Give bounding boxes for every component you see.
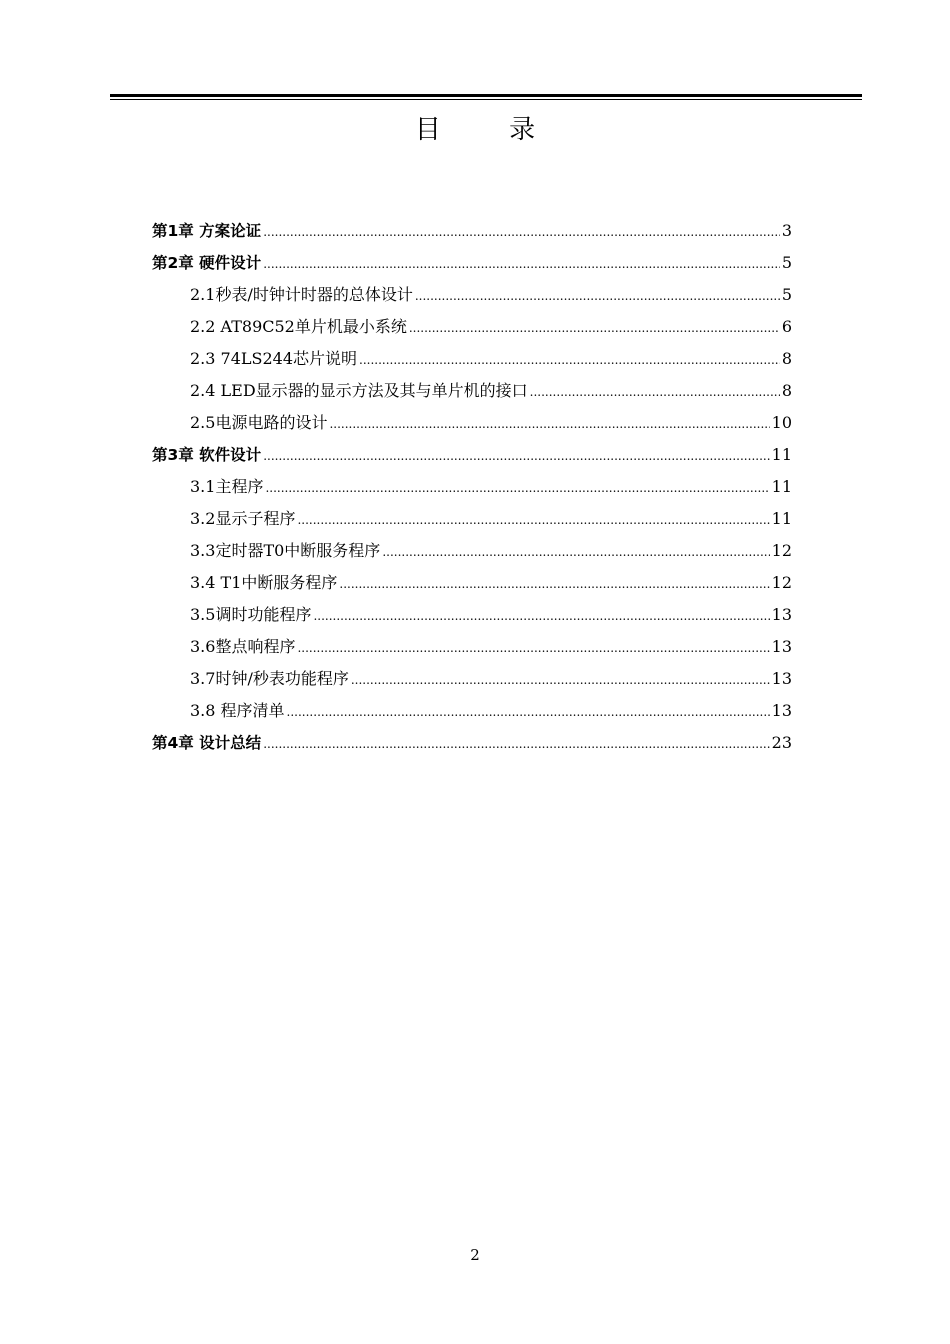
toc-section-entry[interactable] xyxy=(152,506,792,538)
toc-entry-page: 6 xyxy=(781,317,792,336)
toc-entry-label: 2.2 AT89C52单片机最小系统 xyxy=(190,317,407,336)
toc-entry-page: 23 xyxy=(771,733,792,752)
toc-entry-page: 11 xyxy=(771,509,792,528)
page-number: 2 xyxy=(470,1246,480,1264)
toc-dot-leader xyxy=(263,251,780,277)
toc-chapter-entry[interactable] xyxy=(152,218,792,250)
toc-entry-page: 8 xyxy=(781,349,792,368)
toc-section-entry[interactable] xyxy=(152,314,792,346)
toc-entry-page: 11 xyxy=(771,477,792,496)
toc-entry-label: 3.6整点响程序 xyxy=(190,637,296,656)
toc-entry-label: 2.3 74LS244芯片说明 xyxy=(190,349,358,368)
toc-section-entry[interactable] xyxy=(152,666,792,698)
toc-chapter-entry[interactable] xyxy=(152,250,792,282)
toc-dot-leader xyxy=(382,539,769,565)
toc-section-entry[interactable] xyxy=(152,634,792,666)
toc-entry-page: 3 xyxy=(781,221,792,240)
toc-entry-page: 5 xyxy=(781,285,792,304)
toc-dot-leader xyxy=(287,699,770,725)
toc-section-entry[interactable] xyxy=(152,378,792,410)
toc-entry-page: 12 xyxy=(771,573,792,592)
toc-entry-label: 3.4 T1中断服务程序 xyxy=(190,573,338,592)
toc-entry-page: 13 xyxy=(771,605,792,624)
toc-dot-leader xyxy=(263,731,769,757)
toc-entry-label: 第2章 硬件设计 xyxy=(152,254,262,272)
toc-section-entry[interactable] xyxy=(152,602,792,634)
toc-dot-leader xyxy=(263,443,769,469)
toc-section-entry[interactable] xyxy=(152,570,792,602)
toc-dot-leader xyxy=(329,411,769,437)
toc-dot-leader xyxy=(339,571,769,597)
toc-dot-leader xyxy=(359,347,780,373)
header-rule-thin xyxy=(110,99,862,100)
toc-dot-leader xyxy=(351,667,770,693)
toc-list xyxy=(152,218,792,762)
toc-dot-leader xyxy=(265,475,769,501)
toc-entry-label: 2.1秒表/时钟计时器的总体设计 xyxy=(190,285,413,304)
toc-dot-leader xyxy=(297,635,769,661)
toc-section-entry[interactable] xyxy=(152,282,792,314)
toc-entry-label: 第4章 设计总结 xyxy=(152,734,262,752)
toc-entry-page: 5 xyxy=(781,253,792,272)
toc-entry-page: 12 xyxy=(771,541,792,560)
toc-entry-label: 3.1主程序 xyxy=(190,477,264,496)
toc-section-entry[interactable] xyxy=(152,346,792,378)
toc-entry-page: 10 xyxy=(771,413,792,432)
toc-chapter-entry[interactable] xyxy=(152,442,792,474)
toc-entry-label: 3.2显示子程序 xyxy=(190,509,296,528)
toc-entry-page: 13 xyxy=(771,701,792,720)
toc-entry-label: 3.5调时功能程序 xyxy=(190,605,312,624)
toc-dot-leader xyxy=(530,379,780,405)
toc-entry-label: 3.7时钟/秒表功能程序 xyxy=(190,669,349,688)
toc-dot-leader xyxy=(409,315,780,341)
toc-dot-leader xyxy=(415,283,780,309)
toc-chapter-entry[interactable] xyxy=(152,730,792,762)
header-rule-thick xyxy=(110,94,862,97)
toc-title: 目 录 xyxy=(414,115,566,145)
toc-dot-leader xyxy=(313,603,769,629)
toc-entry-label: 3.3定时器T0中断服务程序 xyxy=(190,541,381,560)
toc-section-entry[interactable] xyxy=(152,474,792,506)
toc-entry-page: 11 xyxy=(771,445,792,464)
toc-entry-page: 13 xyxy=(771,637,792,656)
toc-entry-label: 2.4 LED显示器的显示方法及其与单片机的接口 xyxy=(190,381,528,400)
toc-entry-label: 3.8 程序清单 xyxy=(190,701,285,720)
toc-entry-page: 8 xyxy=(781,381,792,400)
toc-dot-leader xyxy=(263,219,780,245)
toc-entry-page: 13 xyxy=(771,669,792,688)
toc-section-entry[interactable] xyxy=(152,698,792,730)
toc-dot-leader xyxy=(297,507,769,533)
toc-entry-label: 第1章 方案论证 xyxy=(152,222,262,240)
toc-entry-label: 2.5电源电路的设计 xyxy=(190,413,328,432)
toc-section-entry[interactable] xyxy=(152,538,792,570)
toc-entry-label: 第3章 软件设计 xyxy=(152,446,262,464)
toc-section-entry[interactable] xyxy=(152,410,792,442)
